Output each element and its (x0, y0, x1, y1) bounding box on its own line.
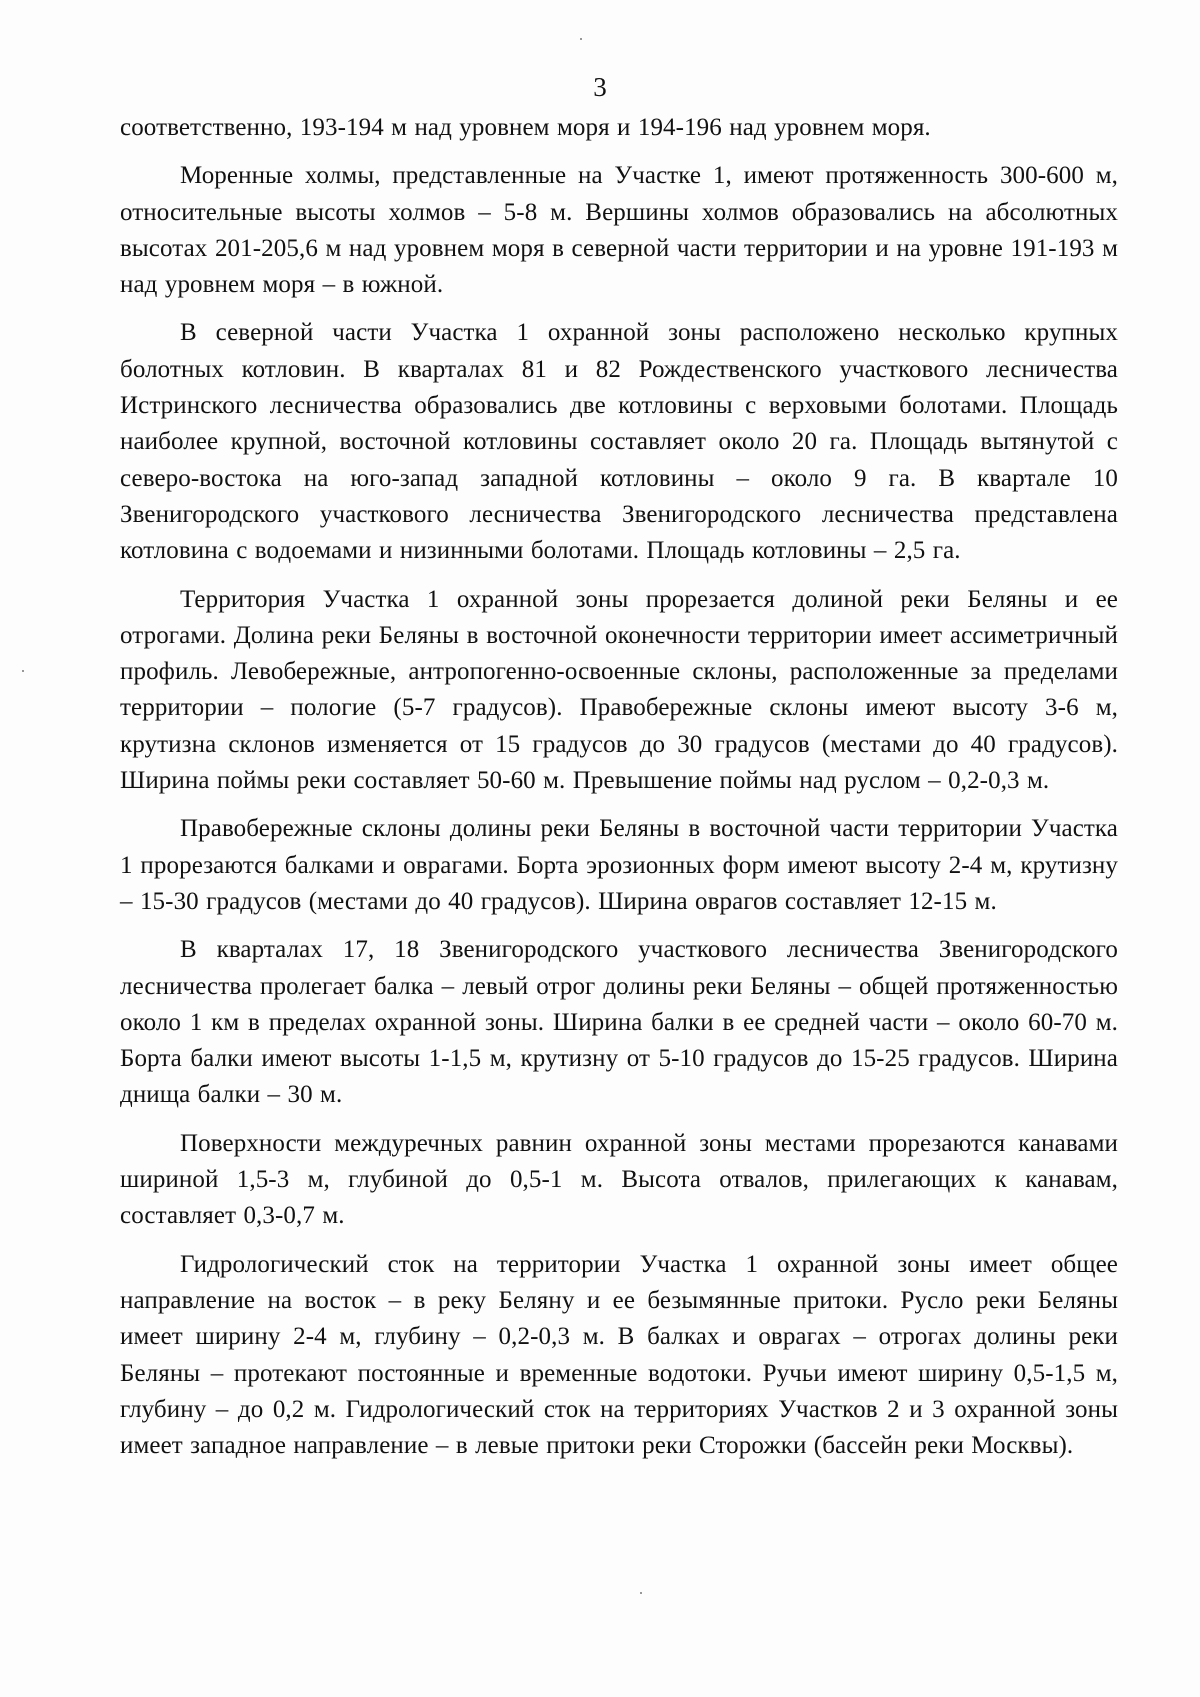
paragraph-ravines: Правобережные склоны долины реки Беляны в восточной части территории Участка 1 прорезаются балками и оврагами. Борта эрозионных форм имеют высоту 2-4 м, крутизну – 15-30 градусов (местами до 40 градусов). Ширина оврагов составляет 12-15 м. (120, 815, 1118, 915)
paragraph-moraine-hills: Моренные холмы, представленные на Участке 1, имеют протяженность 300-600 м, относительные высоты холмов – 5-8 м. Вершины холмов образовались на абсолютных высотах 201-205,6 м над уровнем моря в северной части территории и на уровне 191-193 м над уровнем моря – в южной. (120, 162, 1118, 299)
document-body (120, 110, 1118, 1464)
paragraph-hydrology: Гидрологический сток на территории Участка 1 охранной зоны имеет общее направление на восток – в реку Беляну и ее безымянные притоки. Русло реки Беляны имеет ширину 2-4 м, глубину – 0,2-0,3 м. В балках и оврагах – отрогах долины реки Беляны – протекают постоянные и временные водотоки. Ручьи имеют ширину 0,5-1,5 м, глубину – до 0,2 м. Гидрологический сток на территориях Участков 2 и 3 охранной зоны имеет западное направление – в левые притоки реки Сторожки (бассейн реки Москвы). (120, 1250, 1118, 1460)
scan-speck (640, 1592, 642, 1594)
paragraph-gully: В кварталах 17, 18 Звенигородского участкового лесничества Звенигородского лесничества пролегает балка – левый отрог долины реки Беляны – общей протяженностью около 1 км в пределах охранной зоны. Ширина балки в ее средней части – около 60-70 м. Борта балки имеют высоты 1-1,5 м, крутизну от 5-10 градусов до 15-25 градусов. Ширина днища балки – 30 м. (120, 936, 1118, 1109)
paragraph-bog-basins: В северной части Участка 1 охранной зоны расположено несколько крупных болотных котловин. В кварталах 81 и 82 Рождественского участкового лесничества Истринского лесничества образовались две котловины с верховыми болотами. Площадь наиболее крупной, восточной котловины составляет около 20 га. Площадь вытянутой с северо-востока на юго-запад западной котловины – около 9 га. В квартале 10 Звенигородского участкового лесничества Звенигородского лесничества представлена котловина с водоемами и низинными болотами. Площадь котловины – 2,5 га. (120, 319, 1118, 565)
paragraph-ditches: Поверхности междуречных равнин охранной зоны местами прорезаются канавами шириной 1,5-3 м, глубиной до 0,5-1 м. Высота отвалов, прилегающих к канавам, составляет 0,3-0,7 м. (120, 1129, 1118, 1230)
paragraph-continuation: соответственно, 193-194 м над уровнем моря и 194-196 над уровнем моря. (120, 114, 931, 141)
scan-speck (580, 38, 582, 40)
paragraph-belyana-valley: Территория Участка 1 охранной зоны прорезается долиной реки Беляны и ее отрогами. Долина реки Беляны в восточной оконечности территории имеет ассиметричный профиль. Левобережные, антропогенно-освоенные склоны, расположенные за пределами территории – пологие (5-7 градусов). Правобережные склоны имеют высоту 3-6 м, крутизна склонов изменяется от 15 градусов до 30 градусов (местами до 40 градусов). Ширина поймы реки составляет 50-60 м. Превышение поймы над руслом – 0,2-0,3 м. (120, 585, 1118, 795)
page-number: 3 (593, 72, 607, 102)
scan-speck (22, 670, 24, 672)
